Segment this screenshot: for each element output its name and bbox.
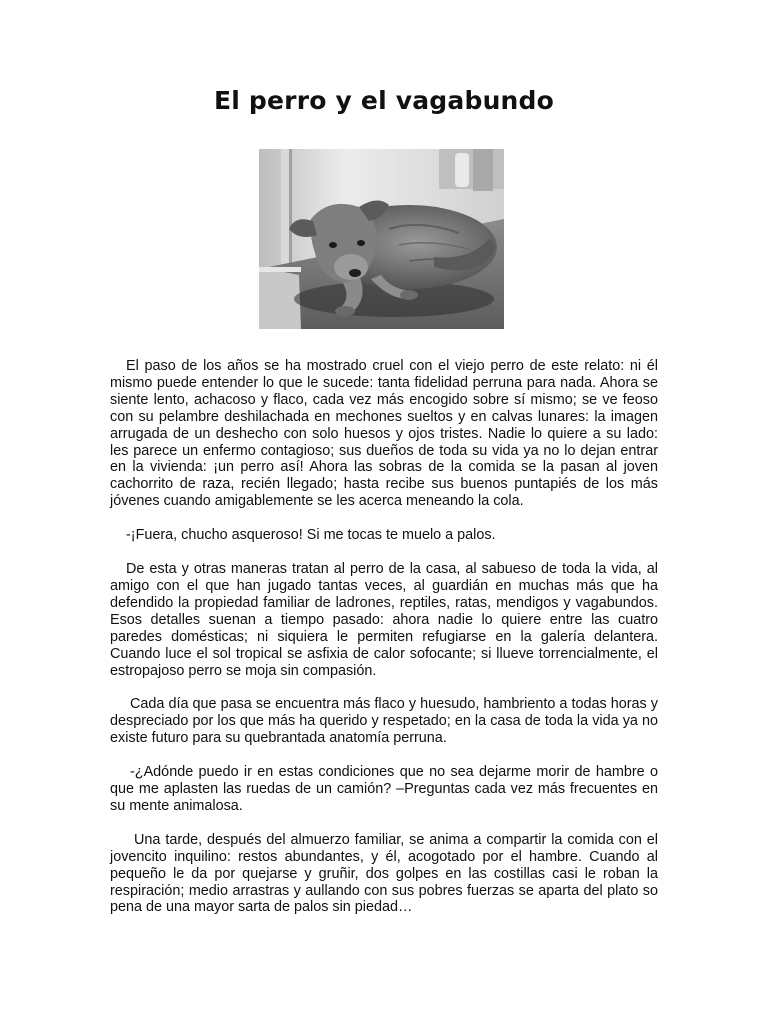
document-title: El perro y el vagabundo	[213, 86, 555, 115]
paragraph-3	[110, 561, 658, 679]
paragraph-text: Cada día que pasa se encuentra más flaco y huesudo, hambriento a todas horas y despreciado por los que más ha querido y respetado; en la casa de toda la vida ya no existe futuro para su quebrantada anatomía perruna.	[110, 696, 658, 747]
paragraph-5	[110, 764, 658, 815]
paragraph-text: El paso de los años se ha mostrado cruel con el viejo perro de este relato: ni él mismo puede entender lo que le sucede: tanta fidelidad perruna para nada. Ahora se siente lento, achacoso y flaco, cada vez más encogido sobre sí mismo; se ve feoso con su pelambre deshilachada en mechones sueltos y en calvas lunares: la imagen arrugada de un deshecho con solo huesos y ojos tristes. Nadie lo quiere a su lado: les parece un enfermo contagioso; sus dueños de toda su vida ya no lo dejan entrar en la vivienda: ¡un perro así! Ahora las sobras de la comida se la pasan al joven cachorrito de raza, recién llegado; hasta recibe sus buenos puntapiés de los más jóvenes cuando amigablemente se les acerca meneando la cola.	[110, 358, 658, 510]
paragraph-2	[110, 527, 658, 544]
paragraph-text: -¿Adónde puedo ir en estas condiciones que no sea dejarme morir de hambre o que me aplasten las ruedas de un camión? –Preguntas cada vez más frecuentes en su mente animalosa.	[110, 764, 658, 814]
paragraph-text: De esta y otras maneras tratan al perro de la casa, al sabueso de toda la vida, al amigo con el que han jugado tantas veces, al guardián en muchas más que ha defendido la propiedad familiar de ladrones, reptiles, ratas, mendigos y vagabundos. Esos detalles suenan a tiempo pasado: ahora nadie lo quiere entre las cuatro paredes domésticas; ni siquiera le permiten refugiarse en la galería delantera. Cuando luce el sol tropical se asfixia de calor sofocante; si llueve torrencialmente, el estropajoso perro se moja sin compasión.	[110, 561, 658, 679]
dog-photo	[259, 149, 504, 329]
story-text	[110, 358, 658, 916]
paragraph-1	[110, 358, 658, 510]
paragraph-text: Una tarde, después del almuerzo familiar, se anima a compartir la comida con el jovencito inquilino: restos abundantes, y él, acogotado por el hambre. Cuando al pequeño le da por quejarse y gruñir, dos golpes en las costillas casi le roban la respiración; medio arrastras y aullando con sus pobres fuerzas se aparta del plato so pena de una mayor sarta de palos sin piedad…	[110, 831, 658, 916]
paragraph-4	[110, 696, 658, 747]
paragraph-text: -¡Fuera, chucho asqueroso! Si me tocas te muelo a palos.	[126, 527, 496, 544]
paragraph-6	[110, 832, 658, 917]
